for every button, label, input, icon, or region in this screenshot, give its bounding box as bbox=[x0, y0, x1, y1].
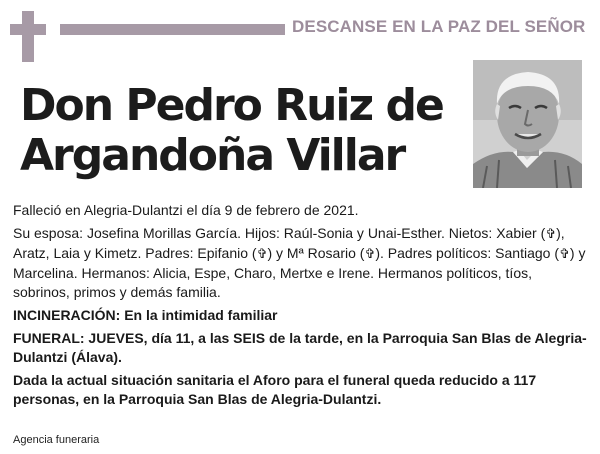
death-notice: Falleció en Alegria-Dulantzi el día 9 de febrero de 2021. bbox=[13, 202, 359, 218]
header-title: DESCANSE EN LA PAZ DEL SEÑOR bbox=[292, 17, 586, 36]
cremation-notice: INCINERACIÓN: En la intimidad familiar bbox=[13, 307, 278, 323]
family-text-part2: ), Aratz, Laia y Kimetz. Padres: Epifanio ( bbox=[13, 225, 565, 261]
funeral-agency-label: Agencia funeraria bbox=[13, 434, 100, 446]
family-text-part1: Su esposa: Josefina Morillas García. Hijos: Raúl-Sonia y Unai-Esther. Nietos: Xabier ( bbox=[13, 225, 546, 241]
cross-symbol-icon: ✞ bbox=[545, 227, 557, 242]
family-text-part5: ) y Marcelina. Hermanos: Alicia, Espe, Charo, Mertxe e Irene. Hermanos políticos, tíos, sobrinos, primos y demás familia. bbox=[13, 245, 586, 300]
family-text-part4: ). Padres políticos: Santiago ( bbox=[375, 245, 559, 261]
deceased-name bbox=[20, 81, 460, 181]
cross-icon-horizontal bbox=[10, 24, 46, 35]
header-rule bbox=[60, 24, 285, 35]
capacity-notice: Dada la actual situación sanitaria el Aforo para el funeral queda reducido a 117 personas, en la Parroquia San Blas de Alegria-Dulantzi. bbox=[13, 372, 537, 407]
portrait-icon bbox=[473, 60, 582, 188]
funeral-notice: FUNERAL: JUEVES, día 11, a las SEIS de la tarde, en la Parroquia San Blas de Alegria-Dulantzi (Álava). bbox=[13, 330, 587, 365]
notice-body bbox=[13, 201, 591, 413]
cross-symbol-icon: ✞ bbox=[256, 247, 268, 262]
family-list bbox=[13, 224, 591, 302]
cross-icon-vertical bbox=[22, 11, 34, 62]
deceased-name-line2: Argandoña Villar bbox=[20, 130, 405, 181]
portrait-photo bbox=[473, 60, 582, 188]
family-text-part3: ) y Mª Rosario ( bbox=[267, 245, 365, 261]
deceased-name-line1: Don Pedro Ruiz de bbox=[20, 80, 443, 131]
cross-symbol-icon: ✞ bbox=[559, 247, 570, 262]
cross-symbol-icon: ✞ bbox=[364, 247, 376, 262]
